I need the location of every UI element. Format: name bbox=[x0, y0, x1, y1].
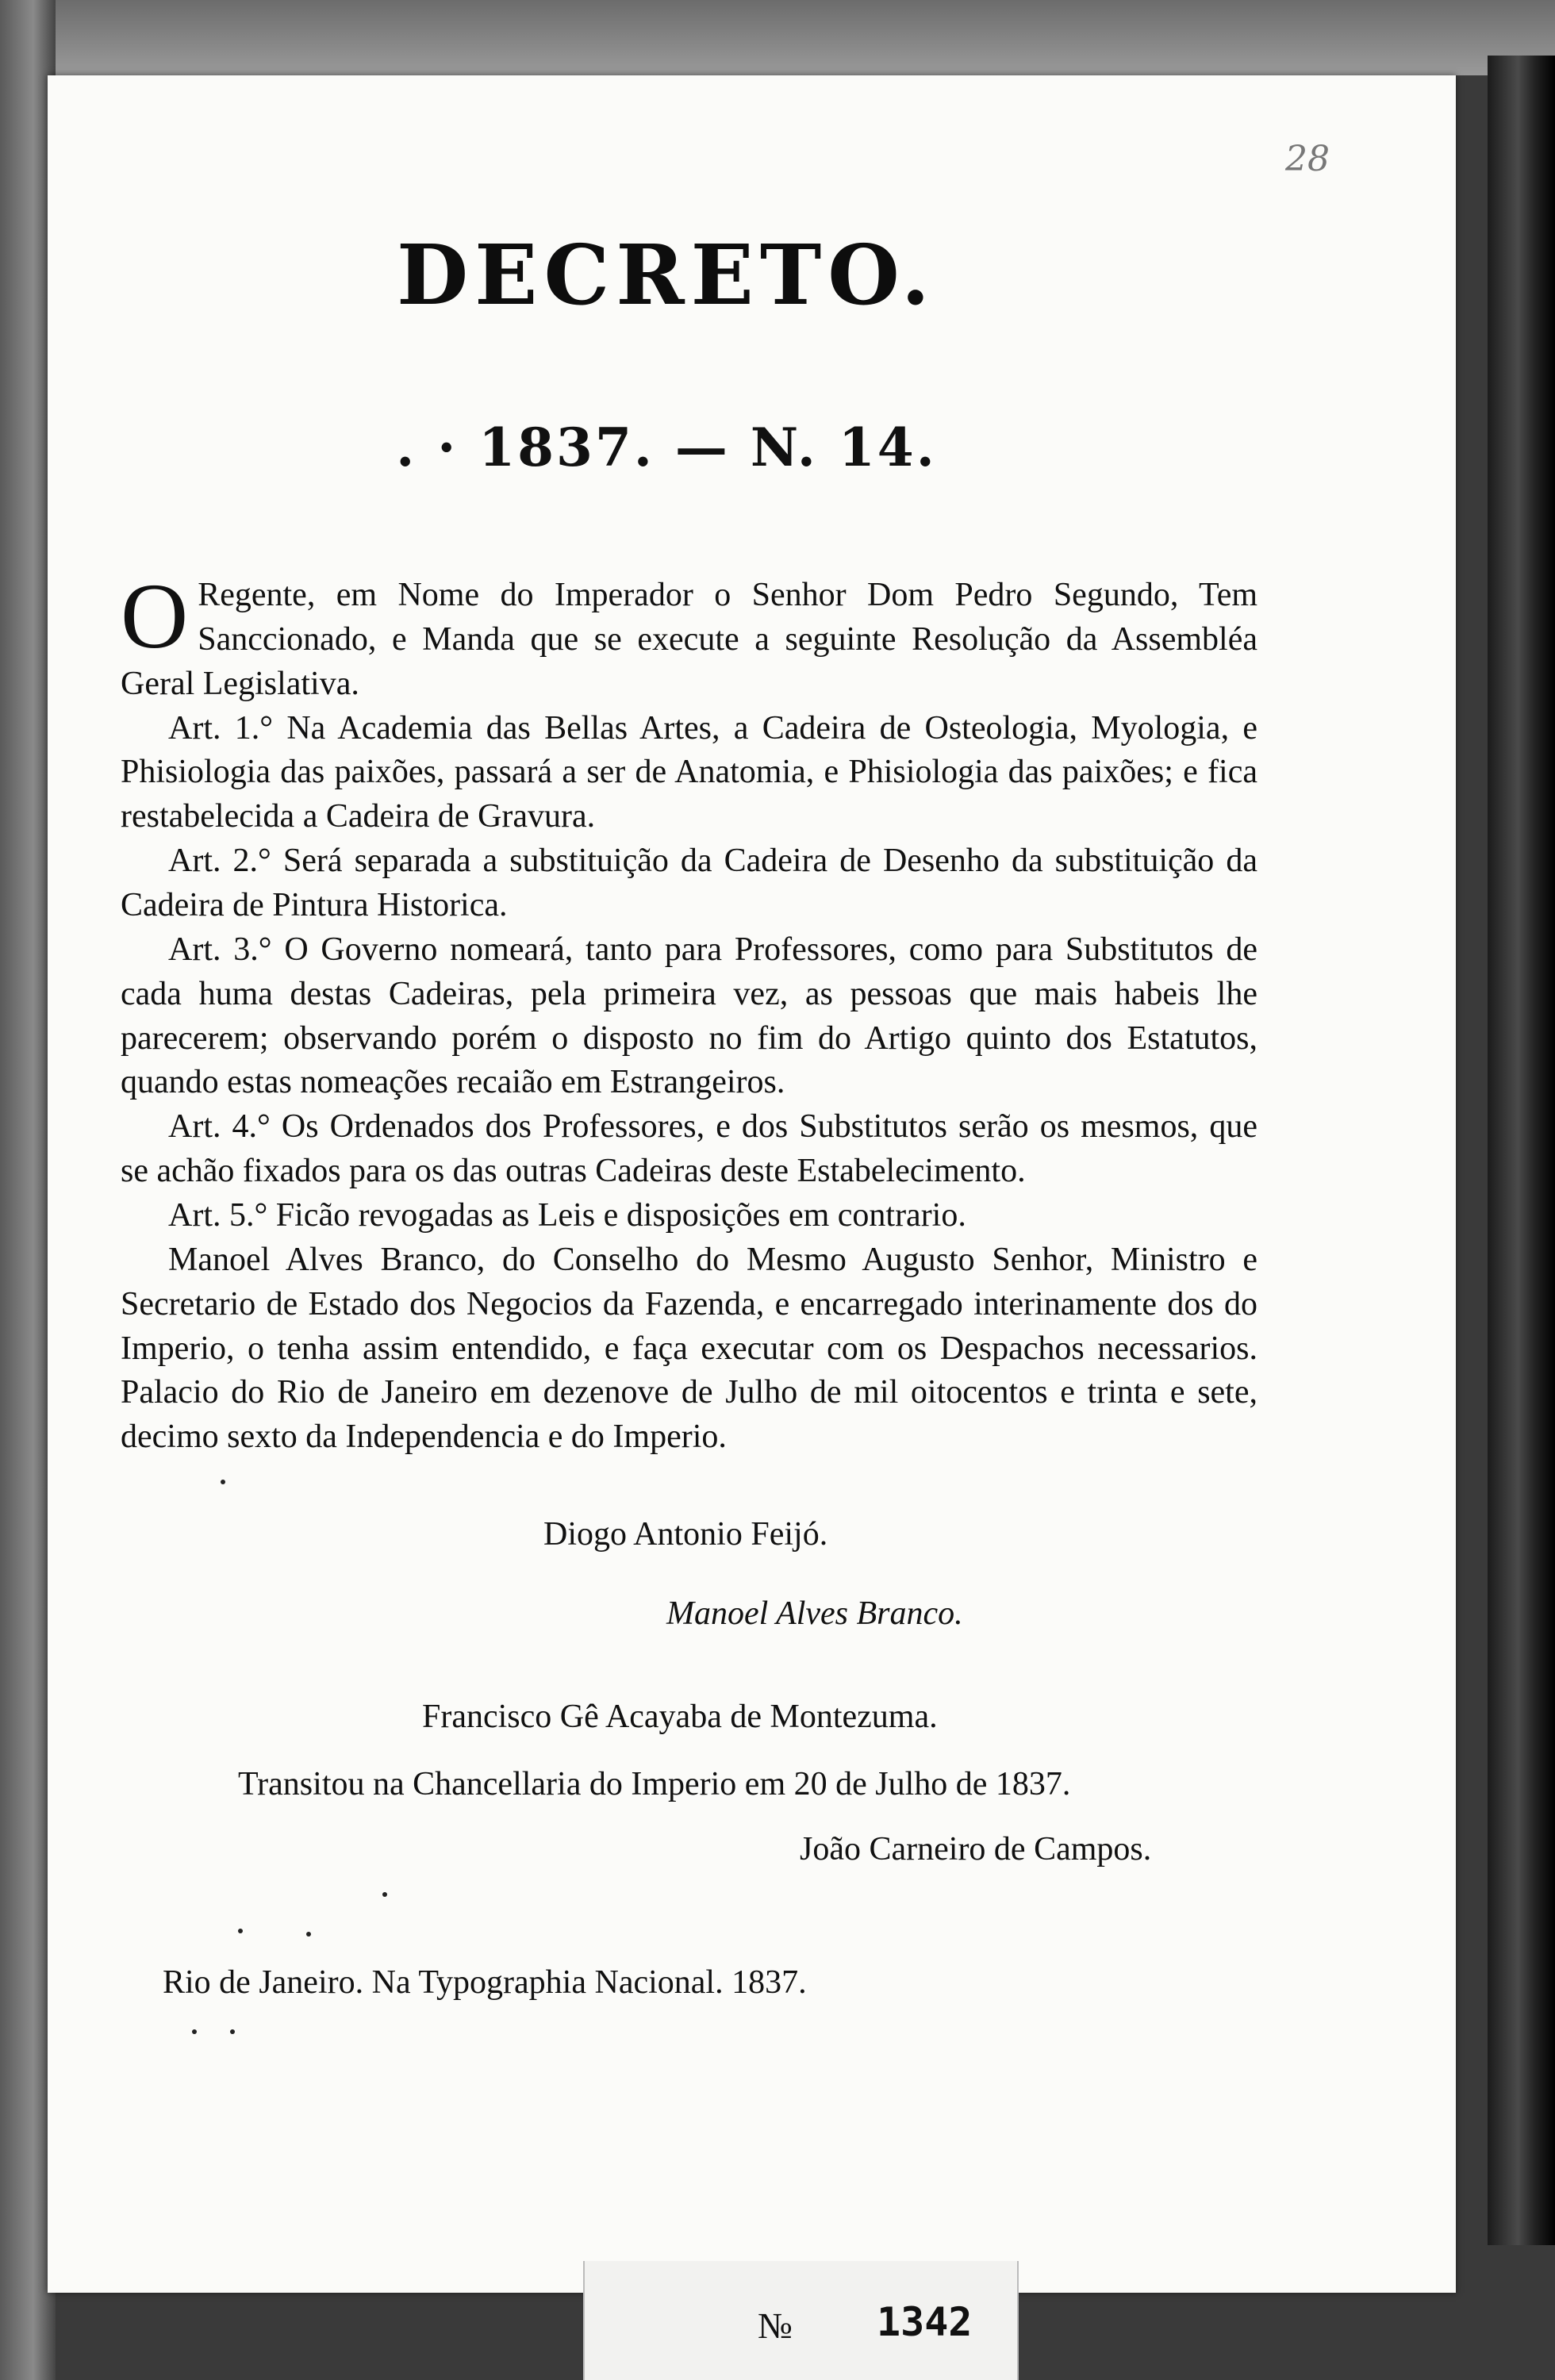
article-2: Art. 2.° Será separada a substituição da Cadeira de Desenho da substituição da Cadeira de Pintura Historica. bbox=[121, 843, 1257, 924]
ink-speck bbox=[192, 2029, 197, 2034]
ink-speck bbox=[238, 1929, 243, 1933]
ink-speck bbox=[382, 1892, 387, 1897]
signature-minister: Manoel Alves Branco. bbox=[666, 1595, 963, 1632]
stamp-numero-sign: № bbox=[758, 2305, 793, 2346]
signature-regent: Diogo Antonio Feijó. bbox=[543, 1516, 828, 1553]
decree-number-line: . · 1837. — N. 14. bbox=[396, 416, 937, 478]
drop-cap: O bbox=[121, 564, 189, 668]
article-1: Art. 1.° Na Academia das Bellas Artes, a Cadeira de Osteologia, Myologia, e Phisiologia das paixões, passará a ser de Anatomia, e Phisiologia das paixões; e fica restabelecida a Cadeira de Gravura. bbox=[121, 709, 1257, 835]
ink-speck bbox=[306, 1932, 311, 1937]
ink-speck bbox=[221, 1480, 225, 1484]
imprint-line: Rio de Janeiro. Na Typographia Nacional. 1837. bbox=[163, 1964, 807, 2001]
ink-speck bbox=[230, 2029, 235, 2034]
preamble-paragraph: O Regente, em Nome do Imperador o Senhor Dom Pedro Segundo, Tem Sanccionado, e Manda que se execute a seguinte Resolução da Assembléa Geral Legislativa. bbox=[121, 564, 1257, 702]
document-title: DECRETO. bbox=[396, 226, 937, 324]
signature-registrar: João Carneiro de Campos. bbox=[800, 1831, 1152, 1868]
book-binding-edge bbox=[1488, 56, 1555, 2245]
article-4: Art. 4.° Os Ordenados dos Professores, e dos Substitutos serão os mesmos, que se achão fixados para os das outras Cadeiras deste Estabelecimento. bbox=[121, 1108, 1257, 1190]
execution-clause: Manoel Alves Branco, do Conselho do Mesmo Augusto Senhor, Ministro e Secretario de Estado dos Negocios da Fazenda, e encarregado interinamente dos do Imperio, o tenha assim entendido, e faça executar com os Despachos necessarios. Palacio do Rio de Janeiro em dezenove de Julho de mil oitocentos e trinta e sete, decimo sexto da Independencia e do Imperio. bbox=[121, 1241, 1257, 1456]
stamp-number: 1342 bbox=[877, 2299, 973, 2345]
article-3: Art. 3.° O Governo nomeará, tanto para Professores, como para Substitutos de cada huma destas Cadeiras, pela primeira vez, as pessoas que mais habeis lhe parecerem; observando porém o disposto no fim do Artigo quinto dos Estatutos, quando estas nomeações recaião em Estrangeiros. bbox=[121, 931, 1257, 1101]
chancellery-note: Transitou na Chancellaria do Imperio em 20 de Julho de 1837. bbox=[238, 1766, 1071, 1802]
folio-number: 28 bbox=[1285, 139, 1330, 179]
document-page bbox=[48, 75, 1456, 2293]
scan-backdrop-top bbox=[0, 0, 1555, 75]
decree-body bbox=[121, 564, 1257, 1460]
signature-montezuma: Francisco Gê Acayaba de Montezuma. bbox=[422, 1699, 938, 1735]
article-5: Art. 5.° Ficão revogadas as Leis e disposições em contrario. bbox=[168, 1197, 966, 1234]
